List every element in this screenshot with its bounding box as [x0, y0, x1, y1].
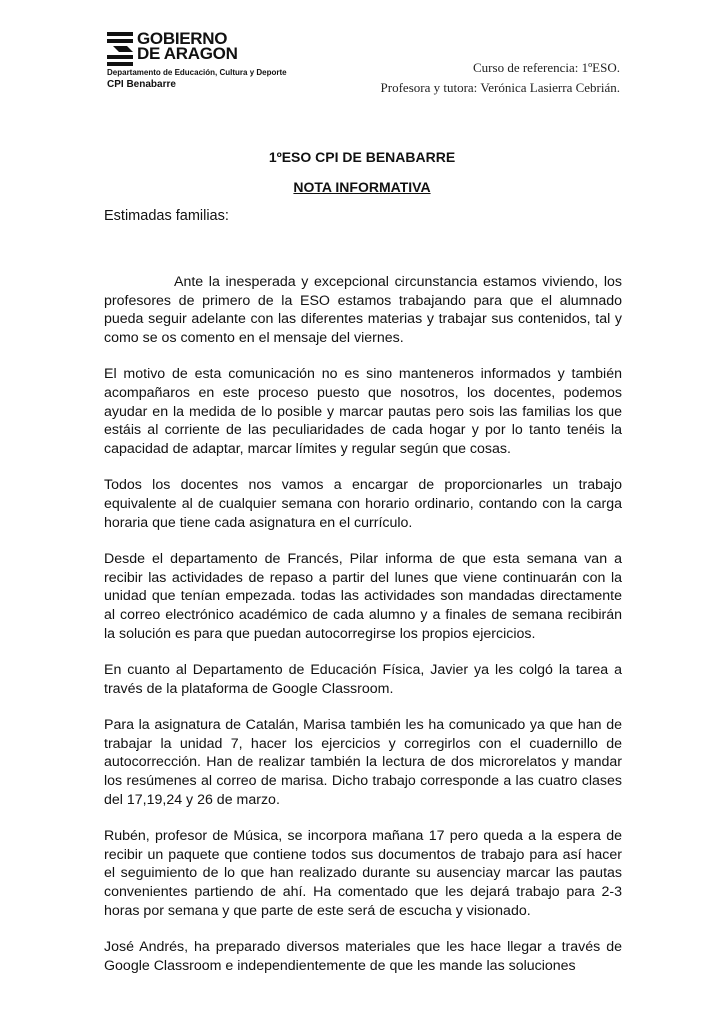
- document-subtitle: NOTA INFORMATIVA: [293, 179, 431, 195]
- paragraph: Ante la inesperada y excepcional circunstancia estamos viviendo, los profesores de primero de la ESO estamos trabajando para que el alumnado pueda seguir adelante con las diferentes materias y trabajar sus contenidos, tal y como se os comento en el mensaje del viernes.: [104, 274, 622, 346]
- paragraph: Desde el departamento de Francés, Pilar informa de que esta semana van a recibir las actividades de repaso a partir del lunes que viene continuarán con la unidad que tenían empezada. todas las actividades son mandadas directamente al correo electrónico académico de cada alumno y a finales de semana recibirán la solución es para que puedan autocorregirse los propios ejercicios.: [104, 551, 622, 642]
- paragraph: José Andrés, ha preparado diversos materiales que les hace llegar a través de Google Classroom e independientemente de que les mande las soluciones: [104, 939, 622, 974]
- paragraph: El motivo de esta comunicación no es sino manteneros informados y también acompañaros en este proceso puesto que nosotros, los docentes, podemos ayudar en la medida de lo posible y marcar pautas pero sois las familias los que estáis al corriente de las peculiaridades de cada hogar y por lo tanto tenéis la capacidad de adaptar, marcar límites y regular según que cosas.: [104, 366, 622, 457]
- header-info: [381, 58, 620, 98]
- course-reference: Curso de referencia: 1ºESO.: [473, 60, 620, 75]
- paragraph: Rubén, profesor de Música, se incorpora mañana 17 pero queda a la espera de recibir un paquete que contiene todos sus documentos de trabajo para así hacer el seguimiento de lo que han realizado durante su ausenciay marcar las pautas convenientes partiendo de ahí. Ha comentado que les dejará trabajo para 2-3 horas por semana y que parte de este será de escucha y visionado.: [104, 828, 622, 919]
- department-name: Departamento de Educación, Cultura y Deporte: [107, 68, 287, 77]
- document-body: [104, 273, 622, 993]
- school-name: CPI Benabarre: [107, 79, 176, 90]
- logo-text-line2: DE ARAGON: [137, 44, 238, 63]
- paragraph: Para la asignatura de Catalán, Marisa también les ha comunicado ya que han de trabajar la unidad 7, hacer los ejercicios y corregirlos con el cuadernillo de autocorrección. Han de realizar también la lectura de dos microrelatos y mandar los resúmenes al correo de marisa. Dicho trabajo corresponde a las cuatro clases del 17,19,24 y 26 de marzo.: [104, 717, 622, 808]
- aragon-flag-icon: [107, 32, 133, 66]
- document-title: 1ºESO CPI DE BENABARRE: [268, 149, 456, 165]
- gobierno-aragon-logo: [107, 30, 297, 94]
- greeting: Estimadas familias:: [104, 208, 229, 224]
- tutor-name: Profesora y tutora: Verónica Lasierra Cebrián.: [380, 80, 620, 95]
- logo-text-line1: GOBIERNO: [137, 29, 228, 48]
- paragraph: Todos los docentes nos vamos a encargar de proporcionarles un trabajo equivalente al de cualquier semana con horario ordinario, contando con la carga horaria que tiene cada asignatura en el currículo.: [104, 477, 622, 531]
- paragraph: En cuanto al Departamento de Educación Física, Javier ya les colgó la tarea a través de la plataforma de Google Classroom.: [104, 662, 622, 697]
